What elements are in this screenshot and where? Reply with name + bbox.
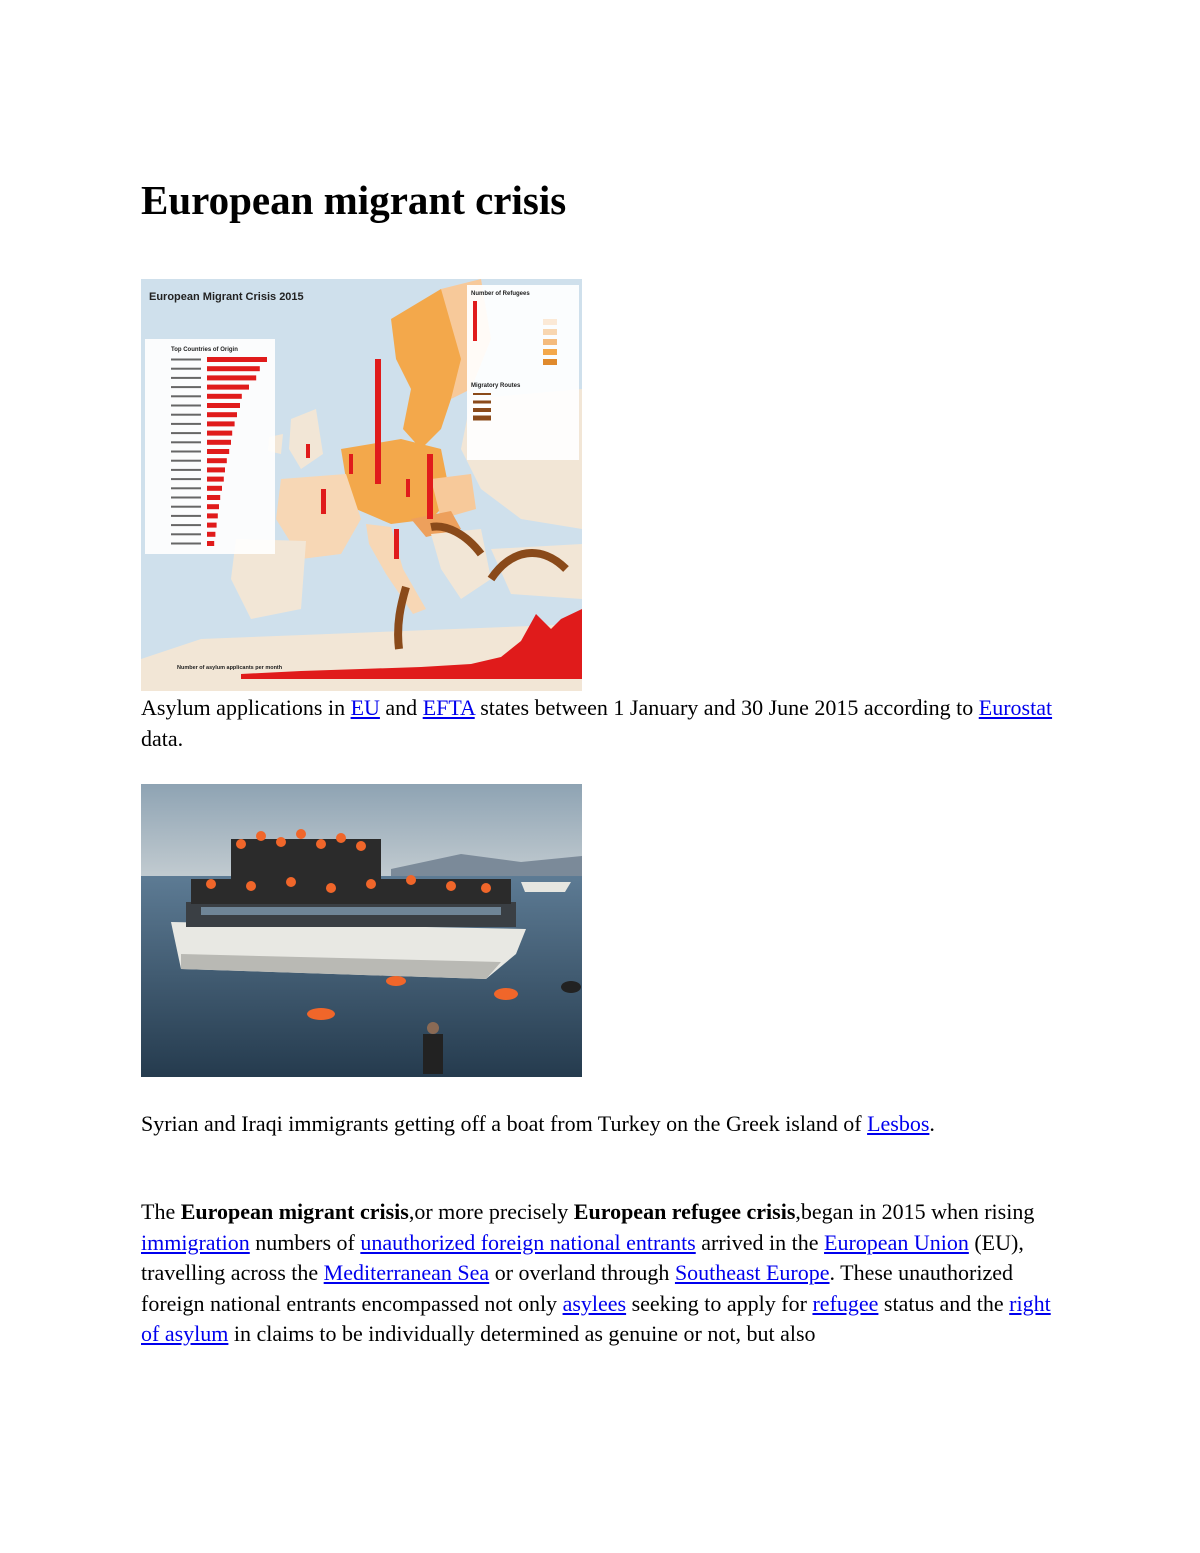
country-label-placeholder	[171, 368, 201, 370]
top-countries-heading: Top Countries of Origin	[171, 347, 238, 353]
swimmer	[386, 976, 406, 986]
body-text: status and the	[878, 1290, 1010, 1316]
body-text: seeking to apply for	[626, 1290, 813, 1316]
link-southeast-europe[interactable]: Southeast Europe	[674, 1260, 830, 1285]
bottom-label: Number of asylum applicants per month	[177, 665, 283, 671]
link-mediterranean-sea[interactable]: Mediterranean Sea	[323, 1260, 490, 1285]
country-label-placeholder	[171, 405, 201, 407]
link-lesbos[interactable]: Lesbos	[867, 1111, 930, 1136]
map-bar-uk	[306, 444, 310, 458]
country-label-placeholder	[171, 441, 201, 443]
legend-swatch-5	[543, 359, 557, 365]
country-label-placeholder	[171, 395, 201, 397]
boat-caption	[141, 1109, 1061, 1140]
country-label-placeholder	[171, 478, 201, 480]
caption-text: data.	[141, 725, 184, 751]
map-caption	[141, 693, 1061, 754]
body-text: arrived in the	[695, 1229, 825, 1255]
country-label-placeholder	[171, 469, 201, 471]
country-bar	[207, 495, 220, 500]
caption-text: states between 1 January and 30 June 2015 according to	[474, 695, 979, 720]
link-right-of-asylum[interactable]: right of asylum	[141, 1290, 1051, 1346]
refugee-boat-photo	[141, 784, 582, 1077]
country-bar	[207, 431, 232, 436]
body-text: . These unauthorized foreign national entrants encompassed not only	[141, 1260, 1014, 1316]
country-label-placeholder	[171, 533, 201, 535]
country-label-placeholder	[171, 524, 201, 526]
rescuer-head	[427, 1022, 439, 1034]
link-european-union[interactable]: European Union	[824, 1229, 969, 1255]
country-bar	[207, 477, 224, 482]
link-unauthorized-foreign-national-entrants[interactable]: unauthorized foreign national entrants	[360, 1229, 696, 1255]
caption-text: .	[929, 1111, 935, 1136]
link-eu[interactable]: EU	[350, 695, 380, 720]
country-bar	[207, 440, 231, 445]
swimmer	[307, 1008, 335, 1020]
body-paragraph	[141, 1197, 1061, 1350]
map-graphic	[141, 279, 582, 691]
country-label-placeholder	[171, 506, 201, 508]
country-label-placeholder	[171, 414, 201, 416]
country-bar	[207, 486, 222, 491]
caption-text: and	[379, 695, 423, 720]
legend-panel	[467, 285, 579, 460]
country-bar	[207, 403, 240, 408]
map-bar-germany	[375, 359, 381, 484]
country-bar	[207, 504, 219, 509]
body-text: The	[141, 1199, 181, 1224]
legend-swatch-3	[543, 339, 557, 345]
body-text: (EU), travelling across the	[141, 1229, 1024, 1285]
map-bar-hungary	[427, 454, 433, 519]
country-label-placeholder	[171, 487, 201, 489]
country-bar	[207, 375, 256, 380]
country-label-placeholder	[171, 497, 201, 499]
wetsuit-rescuer	[423, 1034, 443, 1074]
map-heading: European Migrant Crisis 2015	[149, 291, 304, 303]
small-rescue-boat	[521, 882, 571, 892]
country-bar	[207, 532, 215, 537]
map-bar-austria	[406, 479, 410, 497]
country-label-placeholder	[171, 515, 201, 517]
caption-text: Asylum applications in	[141, 695, 351, 720]
link-eurostat[interactable]: Eurostat	[978, 695, 1053, 720]
legend-swatch-4	[543, 349, 557, 355]
caption-text: Syrian and Iraqi immigrants getting off a boat from Turkey on the Greek island of	[141, 1111, 868, 1136]
migrant-crisis-map-image	[141, 279, 582, 691]
cabin-windows	[201, 907, 501, 915]
link-efta[interactable]: EFTA	[422, 695, 475, 720]
country-bar	[207, 467, 225, 472]
country-label-placeholder	[171, 377, 201, 379]
country-bar	[207, 366, 260, 371]
body-text: ,or more precisely	[408, 1199, 574, 1224]
country-bar	[207, 458, 227, 463]
page-title: European migrant crisis	[141, 177, 567, 223]
country-bar	[207, 421, 235, 426]
country-label-placeholder	[171, 543, 201, 545]
country-bar	[207, 385, 249, 390]
body-text: in claims to be individually determined as genuine or not, but also	[228, 1321, 816, 1346]
legend-swatch-1	[543, 319, 557, 325]
link-immigration[interactable]: immigration	[141, 1229, 250, 1255]
country-label-placeholder	[171, 386, 201, 388]
body-text: or overland through	[489, 1260, 675, 1285]
country-label-placeholder	[171, 451, 201, 453]
map-bar-france	[321, 489, 326, 514]
country-label-placeholder	[171, 460, 201, 462]
routes-heading: Migratory Routes	[471, 383, 521, 389]
country-label-placeholder	[171, 432, 201, 434]
country-label-placeholder	[171, 359, 201, 361]
body-text: ,began in 2015 when rising	[795, 1199, 1035, 1224]
link-refugee[interactable]: refugee	[812, 1290, 879, 1316]
bold-term: European refugee crisis	[573, 1199, 796, 1224]
country-bar	[207, 523, 217, 528]
map-bar-netherlands	[349, 454, 353, 474]
country-bar	[207, 412, 237, 417]
legend-swatch-2	[543, 329, 557, 335]
country-bar	[207, 449, 229, 454]
country-bar	[207, 541, 214, 546]
top-countries-panel	[145, 339, 275, 554]
country-bar	[207, 394, 242, 399]
map-bar-italy	[394, 529, 399, 559]
country-label-placeholder	[171, 423, 201, 425]
country-bar	[207, 357, 267, 362]
legend-bar-swatch	[473, 301, 477, 341]
floating-tube	[561, 981, 581, 993]
link-asylees[interactable]: asylees	[562, 1290, 627, 1316]
legend-heading: Number of Refugees	[471, 291, 530, 297]
country-bar	[207, 513, 218, 518]
body-text: numbers of	[249, 1229, 361, 1255]
boat-photo-graphic	[141, 784, 582, 1077]
bold-term: European migrant crisis	[180, 1199, 409, 1224]
swimmer	[494, 988, 518, 1000]
